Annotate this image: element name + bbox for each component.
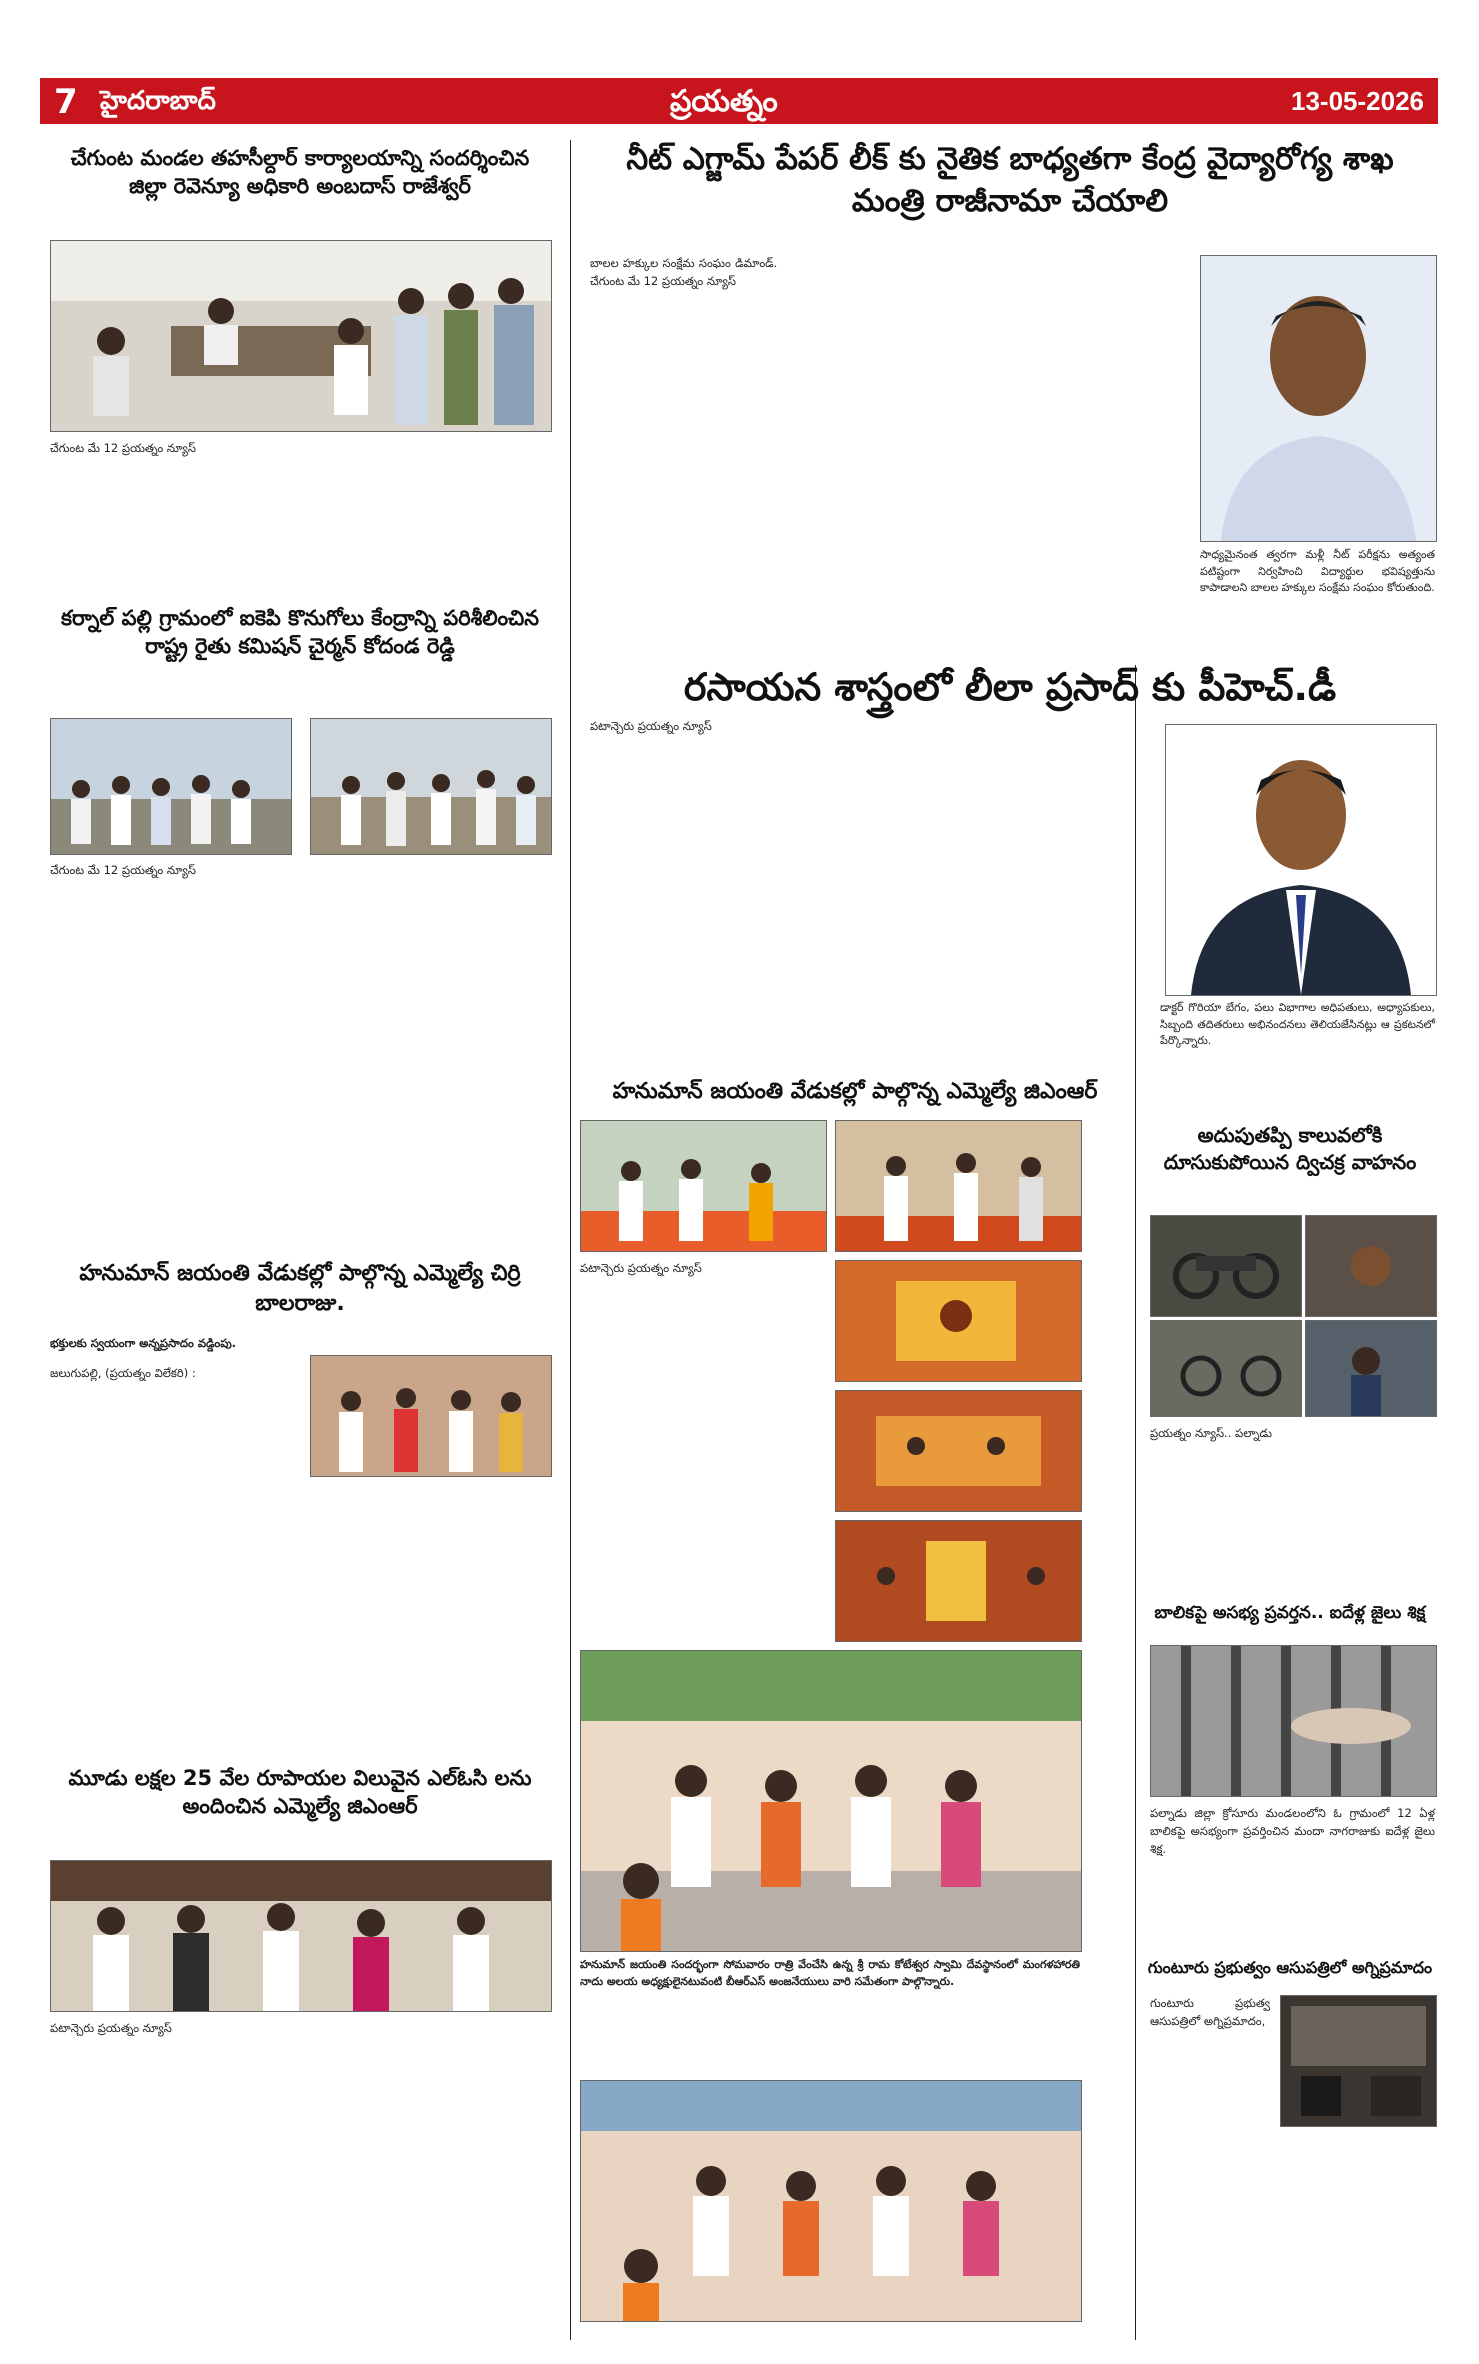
article-headline: రసాయన శాస్త్రంలో లీలా ప్రసాద్ కు పీహెచ్.డీ	[683, 665, 1337, 709]
group-photo-illustration	[311, 719, 551, 854]
temple-photo-illustration	[836, 1121, 1081, 1251]
article-photo	[1150, 1645, 1437, 1797]
article-hanuman-jayanthi-gmr	[580, 1075, 1130, 2345]
article-leela-prasad-phd	[580, 660, 1440, 1060]
article-bike-into-canal	[1140, 1120, 1440, 1590]
fire-damage-photo-illustration	[1281, 1996, 1436, 2126]
article-photo	[1305, 1320, 1437, 1417]
article-hospital-fire	[1140, 1955, 1440, 2350]
portrait-photo-illustration	[1201, 256, 1436, 541]
article-photo	[1150, 1215, 1302, 1317]
accident-photo-illustration	[1151, 1321, 1301, 1416]
article-headline: అదుపుతప్పి కాలువలోకి దూసుకుపోయిన ద్విచక్ర వాహనం	[1163, 1123, 1417, 1174]
article-photo	[50, 718, 292, 855]
article-body: బాలల హక్కుల సంక్షేమ సంఘం డిమాండ్. చేగుంట మే 12 ప్రయత్నం న్యూస్	[590, 256, 778, 288]
portrait-photo-illustration	[1166, 725, 1436, 995]
article-photo	[580, 1650, 1082, 1952]
article-hanuman-jayanthi-balaraju	[40, 1255, 560, 1745]
article-body: గుంటూరు ప్రభుత్వ ఆసుపత్రిలో అగ్నిప్రమాదం,	[1150, 1996, 1270, 2028]
group-seated-photo-illustration	[581, 1651, 1081, 1951]
article-headline: బాలికపై అసభ్య ప్రవర్తన.. ఐదేళ్ల జైలు శిక్ష	[1154, 1603, 1426, 1623]
accident-photo-illustration	[1306, 1321, 1436, 1416]
handover-photo-illustration	[51, 1861, 551, 2011]
jail-bars-illustration	[1151, 1646, 1436, 1796]
article-five-year-jail	[1140, 1600, 1440, 1950]
article-photo	[835, 1260, 1082, 1382]
temple-photo-illustration	[581, 1121, 826, 1251]
article-photo	[1165, 724, 1437, 996]
article-body: పటాన్చెరు ప్రయత్నం న్యూస్	[580, 1261, 702, 1275]
article-tahsildar-visit	[40, 140, 560, 580]
article-photo	[50, 1860, 552, 2012]
article-body: పల్నాడు జిల్లా క్రోసూరు మండలంలోని ఓ గ్రామంలో 12 ఏళ్ల బాలికపై అసభ్యంగా ప్రవర్తించిన మందా నాగరాజుకు ఐదేళ్ల జైలు శిక్ష.	[1150, 1806, 1435, 1856]
group-seated-photo-illustration	[581, 2081, 1081, 2321]
article-photo	[835, 1120, 1082, 1252]
article-photo	[1200, 255, 1437, 542]
accident-photo-illustration	[1151, 1216, 1301, 1316]
article-ikp-centre-visit	[40, 600, 560, 1240]
article-headline: గుంటూరు ప్రభుత్వం ఆసుపత్రిలో అగ్నిప్రమాదం	[1147, 1958, 1433, 1977]
page-number: 7	[54, 82, 78, 122]
article-loc-cheques-gmr	[40, 1760, 560, 2345]
article-headline: హనుమాన్ జయంతి వేడుకల్లో పాల్గొన్న ఎమ్మెల్యే జిఎంఆర్	[612, 1079, 1098, 1104]
article-body: చేగుంట మే 12 ప్రయత్నం న్యూస్	[50, 441, 196, 455]
article-body: పటాన్చెరు ప్రయత్నం న్యూస్	[50, 2021, 172, 2035]
article-headline: కర్నాల్ పల్లి గ్రామంలో ఐకెపి కొనుగోలు కేంద్రాన్ని పరిశీలించిన రాష్ట్ర రైతు కమిషన్ చైర్మన్ కోదండ రెడ్డి	[61, 606, 539, 659]
article-photo	[1305, 1215, 1437, 1317]
photo-caption: సాధ్యమైనంత త్వరగా మళ్లీ నీట్ పరీక్షను అత్యంత పటిష్టంగా నిర్వహించి విద్యార్థుల భవిష్యత్తును కాపాడాలని బాలల హక్కుల సంక్షేమ సంఘం కోరుతుంది.	[1200, 548, 1435, 594]
masthead-bar	[40, 78, 1438, 124]
temple-photo-illustration	[836, 1521, 1081, 1641]
accident-photo-illustration	[1306, 1216, 1436, 1316]
article-neet-paper-leak	[580, 135, 1440, 650]
article-headline: నీట్ ఎగ్జామ్ పేపర్ లీక్ కు నైతిక బాధ్యతగా కేంద్ర వైద్యారోగ్య శాఖ మంత్రి రాజీనామా చేయాలి	[626, 141, 1394, 219]
masthead-date: 13-05-2026	[1291, 86, 1424, 116]
temple-photo-illustration	[836, 1261, 1081, 1381]
meeting-photo-illustration	[51, 241, 551, 431]
photo-caption: డాక్టర్ గొరియా బేగం, పలు విభాగాల అధిపతులు, అధ్యాపకులు, సిబ్బంది తదితరులు అభినందనలు తెలియజేసినట్లు ఆ ప్రకటనలో పేర్కొన్నారు.	[1160, 1001, 1435, 1047]
article-photo	[1280, 1995, 1437, 2127]
group-photo-illustration	[51, 719, 291, 854]
photo-caption: హనుమాన్ జయంతి సందర్భంగా సోమవారం రాత్రి వేంచేసి ఉన్న శ్రీ రామ కోటేశ్వర స్వామి దేవస్థానంలో మంగళహారతి నాదు అలయ అధ్యక్షులైనటువంటి బీఆర్ఎస్ అంజనేయులు వారి సమేతంగా పాల్గొన్నారు.	[580, 1958, 1080, 1988]
article-photo	[310, 718, 552, 855]
masthead-paper-name: ప్రయత్నం	[670, 84, 778, 119]
article-photo	[580, 2080, 1082, 2322]
article-headline: హనుమాన్ జయంతి వేడుకల్లో పాల్గొన్న ఎమ్మెల్యే చిర్రి బాలరాజు.	[79, 1261, 521, 1316]
article-headline: చేగుంట మండల తహసీల్దార్ కార్యాలయాన్ని సందర్శించిన జిల్లా రెవెన్యూ అధికారి అంబదాస్ రాజేశ్వర్	[70, 146, 530, 199]
article-photo	[1150, 1320, 1302, 1417]
article-photo	[835, 1390, 1082, 1512]
article-photo	[50, 240, 552, 432]
article-body: ప్రయత్నం న్యూస్.. పల్నాడు	[1150, 1426, 1272, 1440]
masthead-city: హైదరాబాద్	[100, 86, 216, 116]
article-body: పటాన్చెరు ప్రయత్నం న్యూస్	[590, 719, 712, 733]
article-body: జలుగుపల్లి, (ప్రయత్నం విలేకరి) :	[50, 1366, 196, 1380]
article-headline: మూడు లక్షల 25 వేల రూపాయల విలువైన ఎల్ఓసి లను అందించిన ఎమ్మెల్యే జిఎంఆర్	[68, 1766, 532, 1819]
article-body: చేగుంట మే 12 ప్రయత్నం న్యూస్	[50, 863, 196, 877]
column-divider	[570, 140, 571, 2340]
article-photo	[835, 1520, 1082, 1642]
article-photo	[580, 1120, 827, 1252]
article-subhead: భక్తులకు స్వయంగా అన్నప్రసాదం వడ్డింపు.	[50, 1336, 237, 1350]
temple-photo-illustration	[836, 1391, 1081, 1511]
